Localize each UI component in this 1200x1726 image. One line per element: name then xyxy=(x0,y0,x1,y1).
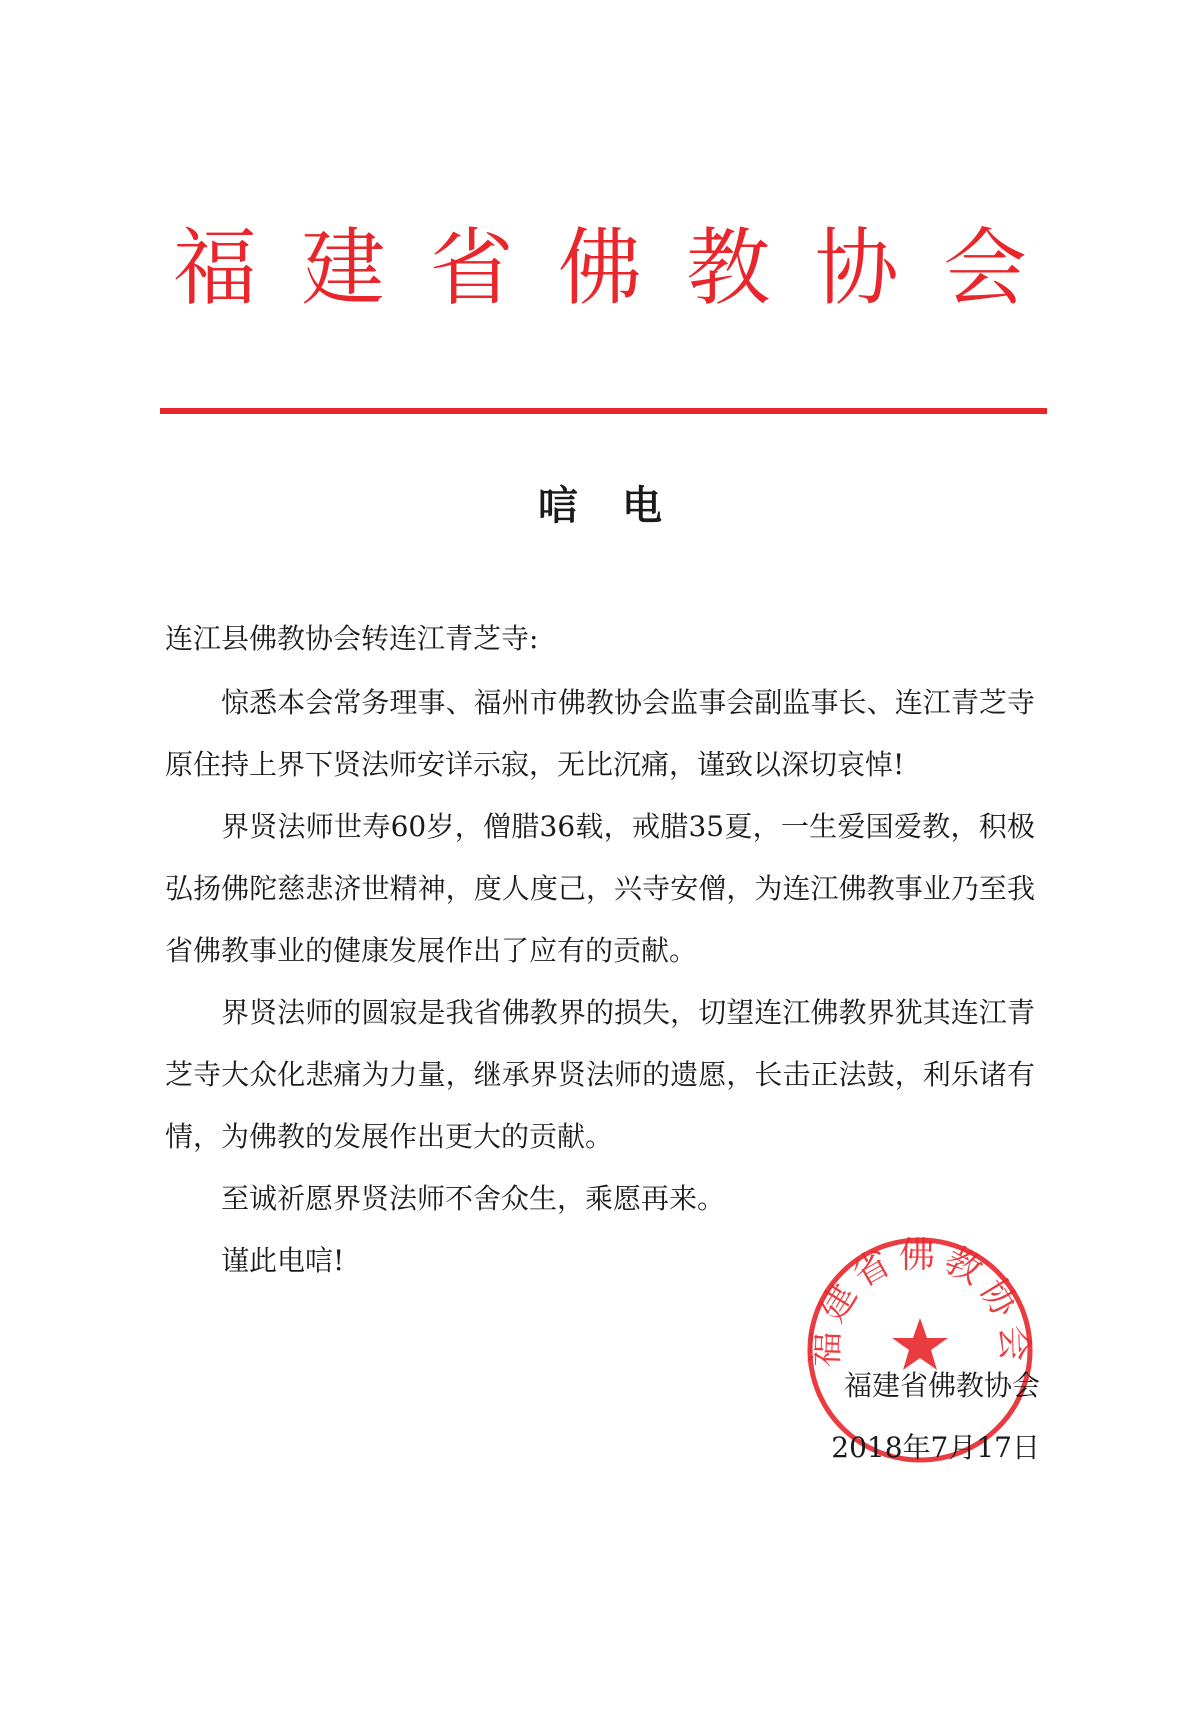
letterhead-char: 建 xyxy=(301,219,386,317)
body-paragraph-1: 惊悉本会常务理事、福州市佛教协会监事会副监事长、连江青芝寺原住持上界下贤法师安详示寂，无比沉痛，谨致以深切哀悼! xyxy=(165,686,1035,781)
letterhead-char: 会 xyxy=(942,219,1027,317)
letterhead-divider xyxy=(160,408,1047,414)
signature-organization: 福建省佛教协会 xyxy=(843,1369,1040,1402)
salutation: 连江县佛教协会转连江青芝寺: xyxy=(165,622,539,655)
closing-line: 谨此电唁! xyxy=(221,1244,345,1277)
body-paragraph-3: 界贤法师的圆寂是我省佛教界的损失，切望连江佛教界犹其连江青芝寺大众化悲痛为力量，继承界贤法师的遗愿，长击正法鼓，利乐诸有情，为佛教的发展作出更大的贡献。 xyxy=(165,996,1035,1153)
signature-block xyxy=(831,1355,1040,1479)
letterhead-char: 教 xyxy=(686,219,771,317)
signature-date: 2018年7月17日 xyxy=(831,1431,1040,1464)
body-paragraph-2: 界贤法师世寿60岁，僧腊36载，戒腊35夏，一生爱国爱教，积极弘扬佛陀慈悲济世精神，度人度己，兴寺安僧，为连江佛教事业乃至我省佛教事业的健康发展作出了应有的贡献。 xyxy=(165,810,1035,967)
letter-body xyxy=(165,672,1035,1292)
document-title: 唁电 xyxy=(538,483,706,529)
seal-text: 福建省佛教协会 xyxy=(805,1235,1035,1368)
letterhead-char: 省 xyxy=(429,219,514,317)
letterhead-char: 佛 xyxy=(557,219,642,317)
letterhead-char: 协 xyxy=(814,219,899,317)
letterhead-title xyxy=(165,218,1035,318)
body-paragraph-4: 至诚祈愿界贤法师不舍众生，乘愿再来。 xyxy=(221,1182,726,1215)
letterhead-char: 福 xyxy=(172,219,257,317)
